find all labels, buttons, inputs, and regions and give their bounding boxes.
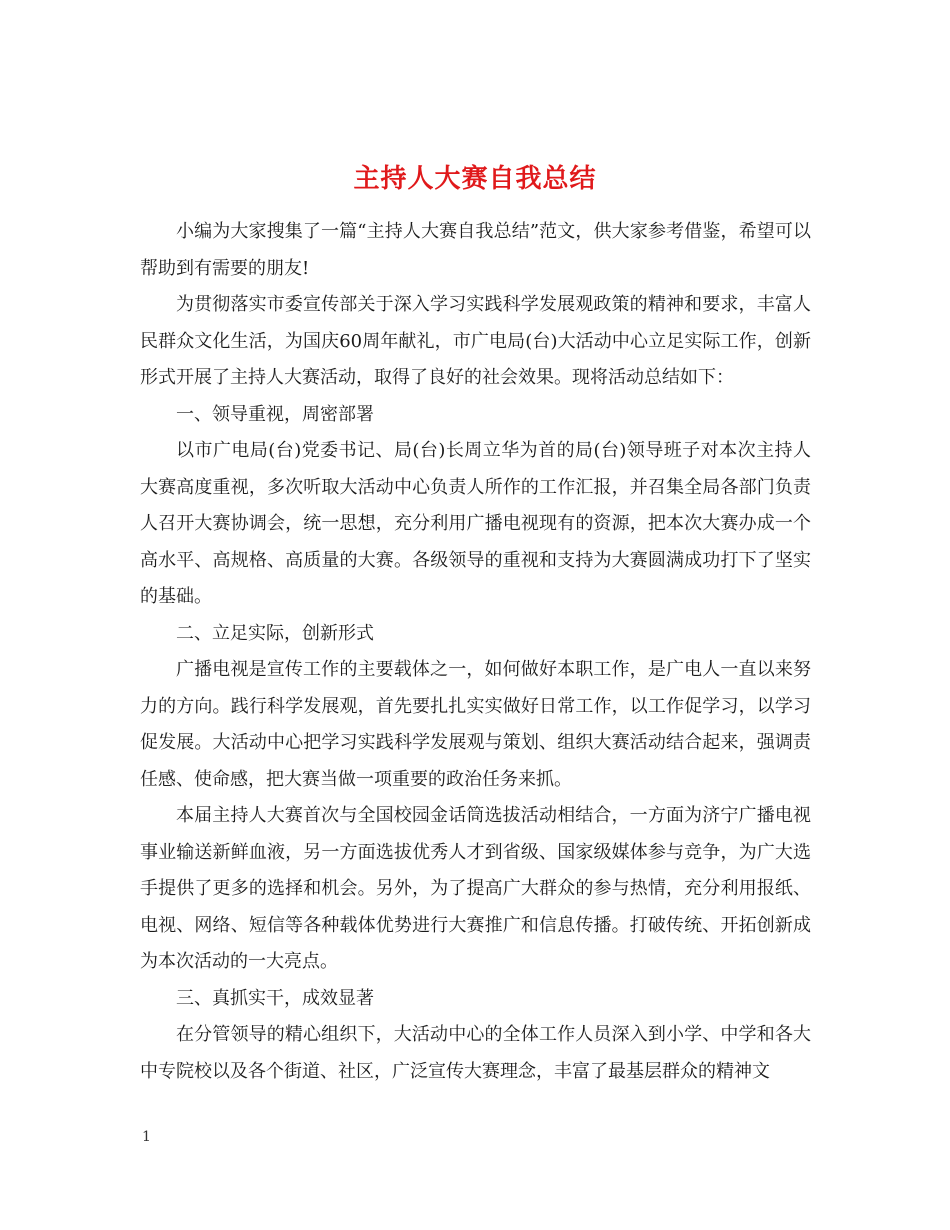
paragraph-section-2b: 本届主持人大赛首次与全国校园金话筒选拔活动相结合，一方面为济宁广播电视事业输送新鲜血液，另一方面选拔优秀人才到省级、国家级媒体参与竞争，为广大选手提供了更多的选择和机会。另外，为了提高广大群众的参与热情，充分利用报纸、电视、网络、短信等各种载体优势进行大赛推广和信息传播。打破传统、开拓创新成为本次活动的一大亮点。 [140, 805, 811, 972]
paragraph-intro: 小编为大家搜集了一篇“主持人大赛自我总结”范文，供大家参考借鉴，希望可以帮助到有需要的朋友! [140, 221, 811, 279]
section-heading-3: 三、真抓实干，成效显著 [176, 987, 374, 1009]
paragraph-section-1: 以市广电局(台)党委书记、局(台)长周立华为首的局(台)领导班子对本次主持人大赛高度重视，多次听取大活动中心负责人所作的工作汇报，并召集全局各部门负责人召开大赛协调会，统一思想，充分利用广播电视现有的资源，把本次大赛办成一个高水平、高规格、高质量的大赛。各级领导的重视和支持为大赛圆满成功打下了坚实的基础。 [140, 440, 811, 607]
document-body [140, 214, 811, 1090]
document-title: 主持人大赛自我总结 [353, 164, 597, 195]
paragraph-section-2a: 广播电视是宣传工作的主要载体之一，如何做好本职工作，是广电人一直以来努力的方向。践行科学发展观，首先要扎扎实实做好日常工作，以工作促学习，以学习促发展。大活动中心把学习实践科学发展观与策划、组织大赛活动结合起来，强调责任感、使命感，把大赛当做一项重要的政治任务来抓。 [140, 659, 811, 790]
paragraph-background: 为贯彻落实市委宣传部关于深入学习实践科学发展观政策的精神和要求，丰富人民群众文化生活，为国庆60周年献礼，市广电局(台)大活动中心立足实际工作，创新形式开展了主持人大赛活动，取得了良好的社会效果。现将活动总结如下： [140, 294, 811, 388]
section-heading-1: 一、领导重视，周密部署 [176, 403, 374, 425]
section-heading-2: 二、立足实际，创新形式 [176, 622, 374, 644]
page-number: 1 [142, 1129, 151, 1145]
paragraph-section-3: 在分管领导的精心组织下，大活动中心的全体工作人员深入到小学、中学和各大中专院校以及各个街道、社区，广泛宣传大赛理念，丰富了最基层群众的精神文 [140, 1024, 811, 1082]
